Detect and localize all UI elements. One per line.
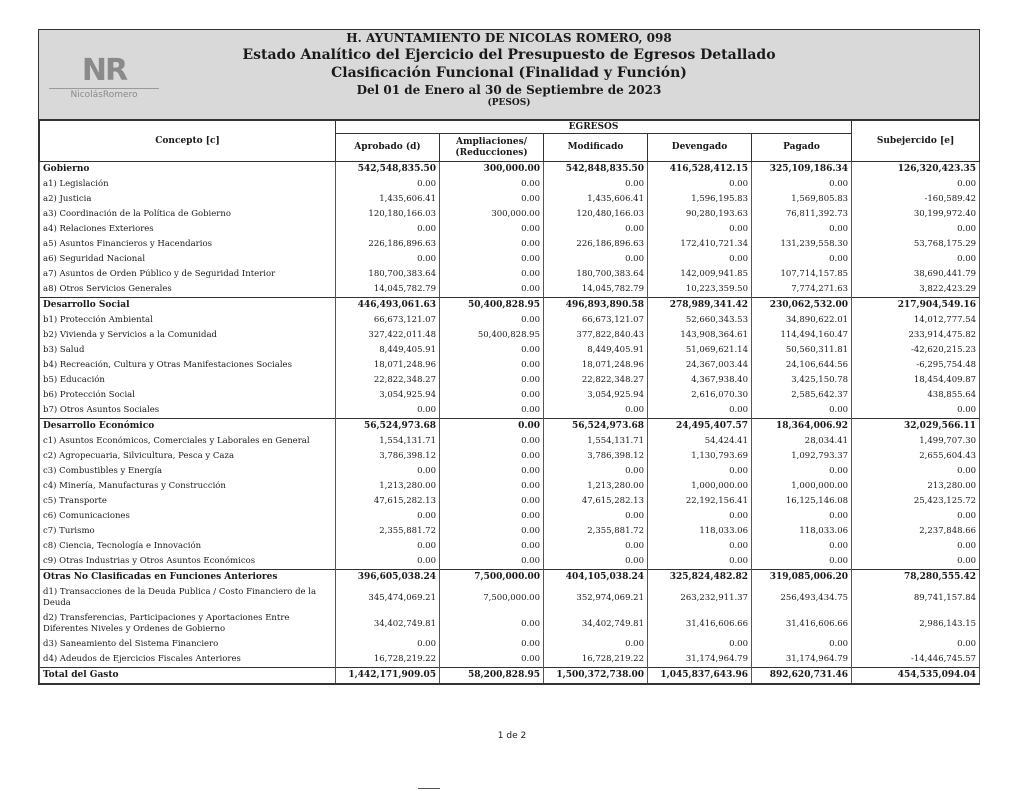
cell-ampliaciones: 0.00 <box>440 403 544 419</box>
cell-concepto: c3) Combustibles y Energía <box>40 464 336 479</box>
cell-concepto: Otras No Clasificadas en Funciones Anteriores <box>40 570 336 586</box>
cell-concepto: b3) Salud <box>40 343 336 358</box>
cell-ampliaciones: 0.00 <box>440 343 544 358</box>
cell-concepto: c1) Asuntos Económicos, Comerciales y Laborales en General <box>40 434 336 449</box>
cell-ampliaciones: 0.00 <box>440 479 544 494</box>
cell-concepto: c5) Transporte <box>40 494 336 509</box>
cell-concepto: a7) Asuntos de Orden Público y de Seguridad Interior <box>40 267 336 282</box>
cell-subejercicio: 38,690,441.79 <box>852 267 980 282</box>
cell-pagado: 0.00 <box>752 539 852 554</box>
cell-concepto: d3) Saneamiento del Sistema Financiero <box>40 637 336 652</box>
cell-modificado: 0.00 <box>544 403 648 419</box>
cell-pagado: 50,560,311.81 <box>752 343 852 358</box>
table-row <box>40 479 980 494</box>
cell-pagado: 131,239,558.30 <box>752 237 852 252</box>
footer-divider <box>418 788 440 789</box>
cell-devengado: 10,223,359.50 <box>648 282 752 298</box>
col-concepto: Concepto [c] <box>40 121 336 162</box>
table-row <box>40 328 980 343</box>
cell-devengado: 263,232,911.37 <box>648 585 752 611</box>
cell-ampliaciones: 300,000.00 <box>440 162 544 178</box>
cell-aprobado: 47,615,282.13 <box>336 494 440 509</box>
cell-aprobado: 3,054,925.94 <box>336 388 440 403</box>
cell-ampliaciones: 0.00 <box>440 252 544 267</box>
table-row <box>40 177 980 192</box>
cell-aprobado: 2,355,881.72 <box>336 524 440 539</box>
table-row <box>40 652 980 668</box>
cell-aprobado: 14,045,782.79 <box>336 282 440 298</box>
cell-pagado: 2,585,642.37 <box>752 388 852 403</box>
cell-concepto: c2) Agropecuaria, Silvicultura, Pesca y Caza <box>40 449 336 464</box>
cell-ampliaciones: 50,400,828.95 <box>440 298 544 314</box>
cell-devengado: 51,069,621.14 <box>648 343 752 358</box>
total-row <box>40 668 980 684</box>
cell-pagado: 0.00 <box>752 464 852 479</box>
cell-ampliaciones: 0.00 <box>440 524 544 539</box>
table-row <box>40 192 980 207</box>
cell-devengado: 0.00 <box>648 509 752 524</box>
cell-subejercicio: 2,655,604.43 <box>852 449 980 464</box>
cell-pagado: 31,416,606.66 <box>752 611 852 637</box>
cell-aprobado: 542,548,835.50 <box>336 162 440 178</box>
cell-subejercicio: -14,446,745.57 <box>852 652 980 668</box>
cell-pagado: 76,811,392.73 <box>752 207 852 222</box>
cell-subejercicio: 0.00 <box>852 554 980 570</box>
cell-concepto: b4) Recreación, Cultura y Otras Manifestaciones Sociales <box>40 358 336 373</box>
cell-modificado: 180,700,383.64 <box>544 267 648 282</box>
cell-concepto: Desarrollo Social <box>40 298 336 314</box>
table-row <box>40 237 980 252</box>
cell-subejercicio: 0.00 <box>852 252 980 267</box>
cell-subejercicio: 32,029,566.11 <box>852 419 980 435</box>
cell-modificado: 66,673,121.07 <box>544 313 648 328</box>
cell-modificado: 542,848,835.50 <box>544 162 648 178</box>
cell-aprobado: 22,822,348.27 <box>336 373 440 388</box>
cell-devengado: 31,416,606.66 <box>648 611 752 637</box>
cell-aprobado: 0.00 <box>336 464 440 479</box>
cell-devengado: 0.00 <box>648 222 752 237</box>
table-row <box>40 554 980 570</box>
cell-modificado: 34,402,749.81 <box>544 611 648 637</box>
cell-subejercicio: 18,454,409.87 <box>852 373 980 388</box>
report-title: Estado Analítico del Ejercicio del Presupuesto de Egresos Detallado <box>242 47 776 63</box>
cell-pagado: 0.00 <box>752 554 852 570</box>
cell-concepto: c4) Minería, Manufacturas y Construcción <box>40 479 336 494</box>
cell-pagado: 1,569,805.83 <box>752 192 852 207</box>
cell-ampliaciones: 0.00 <box>440 637 544 652</box>
cell-aprobado: 0.00 <box>336 554 440 570</box>
report-currency: (PESOS) <box>487 98 531 108</box>
table-row <box>40 313 980 328</box>
cell-modificado: 377,822,840.43 <box>544 328 648 343</box>
cell-modificado: 1,435,606.41 <box>544 192 648 207</box>
cell-modificado: 1,213,280.00 <box>544 479 648 494</box>
cell-aprobado: 120,180,166.03 <box>336 207 440 222</box>
cell-modificado: 56,524,973.68 <box>544 419 648 435</box>
table-row <box>40 388 980 403</box>
col-group-egresos: EGRESOS <box>336 121 852 134</box>
cell-devengado: 118,033.06 <box>648 524 752 539</box>
table-row <box>40 403 980 419</box>
cell-pagado: 319,085,006.20 <box>752 570 852 586</box>
cell-ampliaciones: 0.00 <box>440 539 544 554</box>
cell-concepto: a8) Otros Servicios Generales <box>40 282 336 298</box>
table-row <box>40 222 980 237</box>
cell-subejercicio: 0.00 <box>852 539 980 554</box>
cell-devengado: 1,130,793.69 <box>648 449 752 464</box>
col-modificado: Modificado <box>544 134 648 162</box>
cell-modificado: 8,449,405.91 <box>544 343 648 358</box>
cell-aprobado: 446,493,061.63 <box>336 298 440 314</box>
col-pagado: Pagado <box>752 134 852 162</box>
cell-concepto: a3) Coordinación de la Política de Gobierno <box>40 207 336 222</box>
cell-devengado: 24,495,407.57 <box>648 419 752 435</box>
table-row <box>40 449 980 464</box>
cell-pagado: 18,364,006.92 <box>752 419 852 435</box>
category-row <box>40 419 980 435</box>
cell-subejercicio: 0.00 <box>852 222 980 237</box>
cell-concepto: a4) Relaciones Exteriores <box>40 222 336 237</box>
cell-aprobado: 0.00 <box>336 252 440 267</box>
cell-pagado: 256,493,434.75 <box>752 585 852 611</box>
cell-concepto: d1) Transacciones de la Deuda Publica / Costo Financiero de la Deuda <box>40 585 336 611</box>
cell-modificado: 120,480,166.03 <box>544 207 648 222</box>
cell-subejercicio: 89,741,157.84 <box>852 585 980 611</box>
cell-modificado: 0.00 <box>544 509 648 524</box>
cell-aprobado: 0.00 <box>336 222 440 237</box>
table-row <box>40 267 980 282</box>
cell-modificado: 0.00 <box>544 464 648 479</box>
table-row <box>40 252 980 267</box>
cell-devengado: 1,045,837,643.96 <box>648 668 752 684</box>
cell-devengado: 24,367,003.44 <box>648 358 752 373</box>
cell-devengado: 278,989,341.42 <box>648 298 752 314</box>
cell-modificado: 2,355,881.72 <box>544 524 648 539</box>
cell-subejercicio: 2,237,848.66 <box>852 524 980 539</box>
cell-modificado: 352,974,069.21 <box>544 585 648 611</box>
cell-subejercicio: 0.00 <box>852 509 980 524</box>
cell-concepto: c7) Turismo <box>40 524 336 539</box>
cell-pagado: 0.00 <box>752 403 852 419</box>
table-row <box>40 373 980 388</box>
cell-subejercicio: 53,768,175.29 <box>852 237 980 252</box>
cell-aprobado: 3,786,398.12 <box>336 449 440 464</box>
cell-ampliaciones: 58,200,828.95 <box>440 668 544 684</box>
logo-mark: NR <box>81 53 127 88</box>
cell-devengado: 4,367,938.40 <box>648 373 752 388</box>
cell-devengado: 0.00 <box>648 637 752 652</box>
table-body <box>40 162 980 684</box>
cell-aprobado: 1,213,280.00 <box>336 479 440 494</box>
cell-devengado: 52,660,343.53 <box>648 313 752 328</box>
cell-ampliaciones: 0.00 <box>440 434 544 449</box>
table-row <box>40 539 980 554</box>
cell-concepto: a1) Legislación <box>40 177 336 192</box>
table-row <box>40 343 980 358</box>
cell-concepto: a2) Justicia <box>40 192 336 207</box>
logo-text: NicolásRomero <box>49 88 159 103</box>
cell-modificado: 0.00 <box>544 554 648 570</box>
cell-devengado: 0.00 <box>648 464 752 479</box>
cell-ampliaciones: 0.00 <box>440 419 544 435</box>
cell-modificado: 1,500,372,738.00 <box>544 668 648 684</box>
cell-subejercicio: 213,280.00 <box>852 479 980 494</box>
table-row <box>40 358 980 373</box>
table-row <box>40 509 980 524</box>
cell-modificado: 0.00 <box>544 222 648 237</box>
table-row <box>40 611 980 637</box>
cell-pagado: 892,620,731.46 <box>752 668 852 684</box>
budget-table <box>39 120 980 684</box>
cell-ampliaciones: 0.00 <box>440 222 544 237</box>
cell-modificado: 0.00 <box>544 539 648 554</box>
cell-modificado: 0.00 <box>544 252 648 267</box>
cell-subejercicio: 217,904,549.16 <box>852 298 980 314</box>
cell-devengado: 142,009,941.85 <box>648 267 752 282</box>
cell-concepto: Desarrollo Económico <box>40 419 336 435</box>
cell-devengado: 0.00 <box>648 554 752 570</box>
report-classification: Clasificación Funcional (Finalidad y Función) <box>331 65 687 81</box>
cell-concepto: Gobierno <box>40 162 336 178</box>
cell-ampliaciones: 0.00 <box>440 358 544 373</box>
cell-aprobado: 34,402,749.81 <box>336 611 440 637</box>
cell-devengado: 1,000,000.00 <box>648 479 752 494</box>
cell-subejercicio: 0.00 <box>852 403 980 419</box>
cell-modificado: 22,822,348.27 <box>544 373 648 388</box>
cell-ampliaciones: 0.00 <box>440 388 544 403</box>
report-header <box>39 30 979 120</box>
cell-subejercicio: -42,620,215.23 <box>852 343 980 358</box>
cell-aprobado: 345,474,069.21 <box>336 585 440 611</box>
cell-modificado: 3,786,398.12 <box>544 449 648 464</box>
cell-devengado: 1,596,195.83 <box>648 192 752 207</box>
cell-concepto: b7) Otros Asuntos Sociales <box>40 403 336 419</box>
cell-ampliaciones: 0.00 <box>440 464 544 479</box>
cell-aprobado: 0.00 <box>336 539 440 554</box>
cell-ampliaciones: 0.00 <box>440 652 544 668</box>
table-row <box>40 637 980 652</box>
cell-pagado: 0.00 <box>752 252 852 267</box>
cell-ampliaciones: 7,500,000.00 <box>440 570 544 586</box>
cell-aprobado: 327,422,011.48 <box>336 328 440 343</box>
cell-aprobado: 18,071,248.96 <box>336 358 440 373</box>
cell-concepto: c6) Comunicaciones <box>40 509 336 524</box>
cell-devengado: 22,192,156.41 <box>648 494 752 509</box>
cell-concepto: a6) Seguridad Nacional <box>40 252 336 267</box>
cell-ampliaciones: 0.00 <box>440 494 544 509</box>
cell-devengado: 2,616,070.30 <box>648 388 752 403</box>
cell-modificado: 3,054,925.94 <box>544 388 648 403</box>
cell-ampliaciones: 0.00 <box>440 177 544 192</box>
cell-modificado: 0.00 <box>544 177 648 192</box>
cell-pagado: 118,033.06 <box>752 524 852 539</box>
cell-aprobado: 180,700,383.64 <box>336 267 440 282</box>
cell-devengado: 143,908,364.61 <box>648 328 752 343</box>
cell-modificado: 18,071,248.96 <box>544 358 648 373</box>
cell-pagado: 24,106,644.56 <box>752 358 852 373</box>
cell-concepto: b6) Protección Social <box>40 388 336 403</box>
cell-subejercicio: 0.00 <box>852 464 980 479</box>
cell-aprobado: 0.00 <box>336 403 440 419</box>
cell-aprobado: 0.00 <box>336 509 440 524</box>
cell-devengado: 172,410,721.34 <box>648 237 752 252</box>
cell-modificado: 14,045,782.79 <box>544 282 648 298</box>
col-aprobado: Aprobado (d) <box>336 134 440 162</box>
cell-ampliaciones: 0.00 <box>440 237 544 252</box>
cell-devengado: 0.00 <box>648 177 752 192</box>
cell-pagado: 0.00 <box>752 637 852 652</box>
table-row <box>40 282 980 298</box>
cell-subejercicio: -6,295,754.48 <box>852 358 980 373</box>
cell-subejercicio: 1,499,707.30 <box>852 434 980 449</box>
cell-concepto: a5) Asuntos Financieros y Hacendarios <box>40 237 336 252</box>
cell-modificado: 1,554,131.71 <box>544 434 648 449</box>
cell-modificado: 404,105,038.24 <box>544 570 648 586</box>
cell-pagado: 0.00 <box>752 177 852 192</box>
cell-aprobado: 396,605,038.24 <box>336 570 440 586</box>
cell-subejercicio: 0.00 <box>852 177 980 192</box>
cell-ampliaciones: 0.00 <box>440 192 544 207</box>
cell-ampliaciones: 0.00 <box>440 267 544 282</box>
cell-modificado: 47,615,282.13 <box>544 494 648 509</box>
cell-pagado: 3,425,150.78 <box>752 373 852 388</box>
cell-pagado: 230,062,532.00 <box>752 298 852 314</box>
cell-ampliaciones: 0.00 <box>440 449 544 464</box>
cell-ampliaciones: 0.00 <box>440 554 544 570</box>
cell-pagado: 7,774,271.63 <box>752 282 852 298</box>
entity-name: H. AYUNTAMIENTO DE NICOLAS ROMERO, 098 <box>346 31 672 45</box>
cell-concepto: b2) Vivienda y Servicios a la Comunidad <box>40 328 336 343</box>
cell-subejercicio: 438,855.64 <box>852 388 980 403</box>
cell-aprobado: 56,524,973.68 <box>336 419 440 435</box>
table-row <box>40 464 980 479</box>
cell-ampliaciones: 0.00 <box>440 373 544 388</box>
cell-devengado: 0.00 <box>648 252 752 267</box>
col-subejercicio: Subejercido [e] <box>852 121 980 162</box>
table-row <box>40 434 980 449</box>
cell-pagado: 34,890,622.01 <box>752 313 852 328</box>
cell-pagado: 107,714,157.85 <box>752 267 852 282</box>
cell-modificado: 226,186,896.63 <box>544 237 648 252</box>
cell-ampliaciones: 0.00 <box>440 282 544 298</box>
cell-pagado: 114,494,160.47 <box>752 328 852 343</box>
page-number: 1 de 2 <box>497 731 527 741</box>
cell-devengado: 0.00 <box>648 403 752 419</box>
cell-subejercicio: 233,914,475.82 <box>852 328 980 343</box>
cell-pagado: 0.00 <box>752 222 852 237</box>
cell-ampliaciones: 50,400,828.95 <box>440 328 544 343</box>
cell-concepto: Total del Gasto <box>40 668 336 684</box>
cell-concepto: d4) Adeudos de Ejercicios Fiscales Anteriores <box>40 652 336 668</box>
cell-pagado: 0.00 <box>752 509 852 524</box>
table-row <box>40 585 980 611</box>
report <box>38 29 980 685</box>
cell-aprobado: 1,435,606.41 <box>336 192 440 207</box>
cell-pagado: 1,092,793.37 <box>752 449 852 464</box>
cell-aprobado: 8,449,405.91 <box>336 343 440 358</box>
cell-concepto: d2) Transferencias, Participaciones y Aportaciones Entre Diferentes Niveles y Ordenes de Gobierno <box>40 611 336 637</box>
municipality-logo <box>49 52 159 102</box>
cell-subejercicio: 78,280,555.42 <box>852 570 980 586</box>
cell-aprobado: 1,442,171,909.05 <box>336 668 440 684</box>
cell-concepto: c8) Ciencia, Tecnología e Innovación <box>40 539 336 554</box>
cell-devengado: 325,824,482.82 <box>648 570 752 586</box>
cell-subejercicio: 25,423,125.72 <box>852 494 980 509</box>
table-row <box>40 494 980 509</box>
cell-subejercicio: 30,199,972.40 <box>852 207 980 222</box>
cell-subejercicio: 3,822,423.29 <box>852 282 980 298</box>
table-row <box>40 207 980 222</box>
cell-subejercicio: 126,320,423.35 <box>852 162 980 178</box>
cell-ampliaciones: 7,500,000.00 <box>440 585 544 611</box>
cell-ampliaciones: 0.00 <box>440 611 544 637</box>
category-row <box>40 570 980 586</box>
cell-pagado: 325,109,186.34 <box>752 162 852 178</box>
cell-ampliaciones: 0.00 <box>440 313 544 328</box>
cell-concepto: b1) Protección Ambiental <box>40 313 336 328</box>
cell-pagado: 16,125,146.08 <box>752 494 852 509</box>
cell-pagado: 1,000,000.00 <box>752 479 852 494</box>
report-period: Del 01 de Enero al 30 de Septiembre de 2023 <box>356 83 662 97</box>
cell-modificado: 16,728,219.22 <box>544 652 648 668</box>
cell-subejercicio: 0.00 <box>852 637 980 652</box>
cell-aprobado: 16,728,219.22 <box>336 652 440 668</box>
cell-aprobado: 1,554,131.71 <box>336 434 440 449</box>
cell-ampliaciones: 300,000.00 <box>440 207 544 222</box>
cell-devengado: 416,528,412.15 <box>648 162 752 178</box>
category-row <box>40 298 980 314</box>
cell-aprobado: 0.00 <box>336 637 440 652</box>
col-devengado: Devengado <box>648 134 752 162</box>
cell-devengado: 0.00 <box>648 539 752 554</box>
cell-devengado: 90,280,193.63 <box>648 207 752 222</box>
category-row <box>40 162 980 178</box>
cell-aprobado: 0.00 <box>336 177 440 192</box>
cell-subejercicio: -160,589.42 <box>852 192 980 207</box>
table-row <box>40 524 980 539</box>
cell-concepto: c9) Otras Industrias y Otros Asuntos Económicos <box>40 554 336 570</box>
cell-aprobado: 226,186,896.63 <box>336 237 440 252</box>
cell-aprobado: 66,673,121.07 <box>336 313 440 328</box>
cell-pagado: 31,174,964.79 <box>752 652 852 668</box>
cell-pagado: 28,034.41 <box>752 434 852 449</box>
cell-devengado: 54,424.41 <box>648 434 752 449</box>
col-ampliaciones: Ampliaciones/ (Reducciones) <box>440 134 544 162</box>
cell-modificado: 496,893,890.58 <box>544 298 648 314</box>
cell-subejercicio: 2,986,143.15 <box>852 611 980 637</box>
cell-ampliaciones: 0.00 <box>440 509 544 524</box>
cell-concepto: b5) Educación <box>40 373 336 388</box>
cell-devengado: 31,174,964.79 <box>648 652 752 668</box>
cell-subejercicio: 454,535,094.04 <box>852 668 980 684</box>
cell-modificado: 0.00 <box>544 637 648 652</box>
cell-subejercicio: 14,012,777.54 <box>852 313 980 328</box>
